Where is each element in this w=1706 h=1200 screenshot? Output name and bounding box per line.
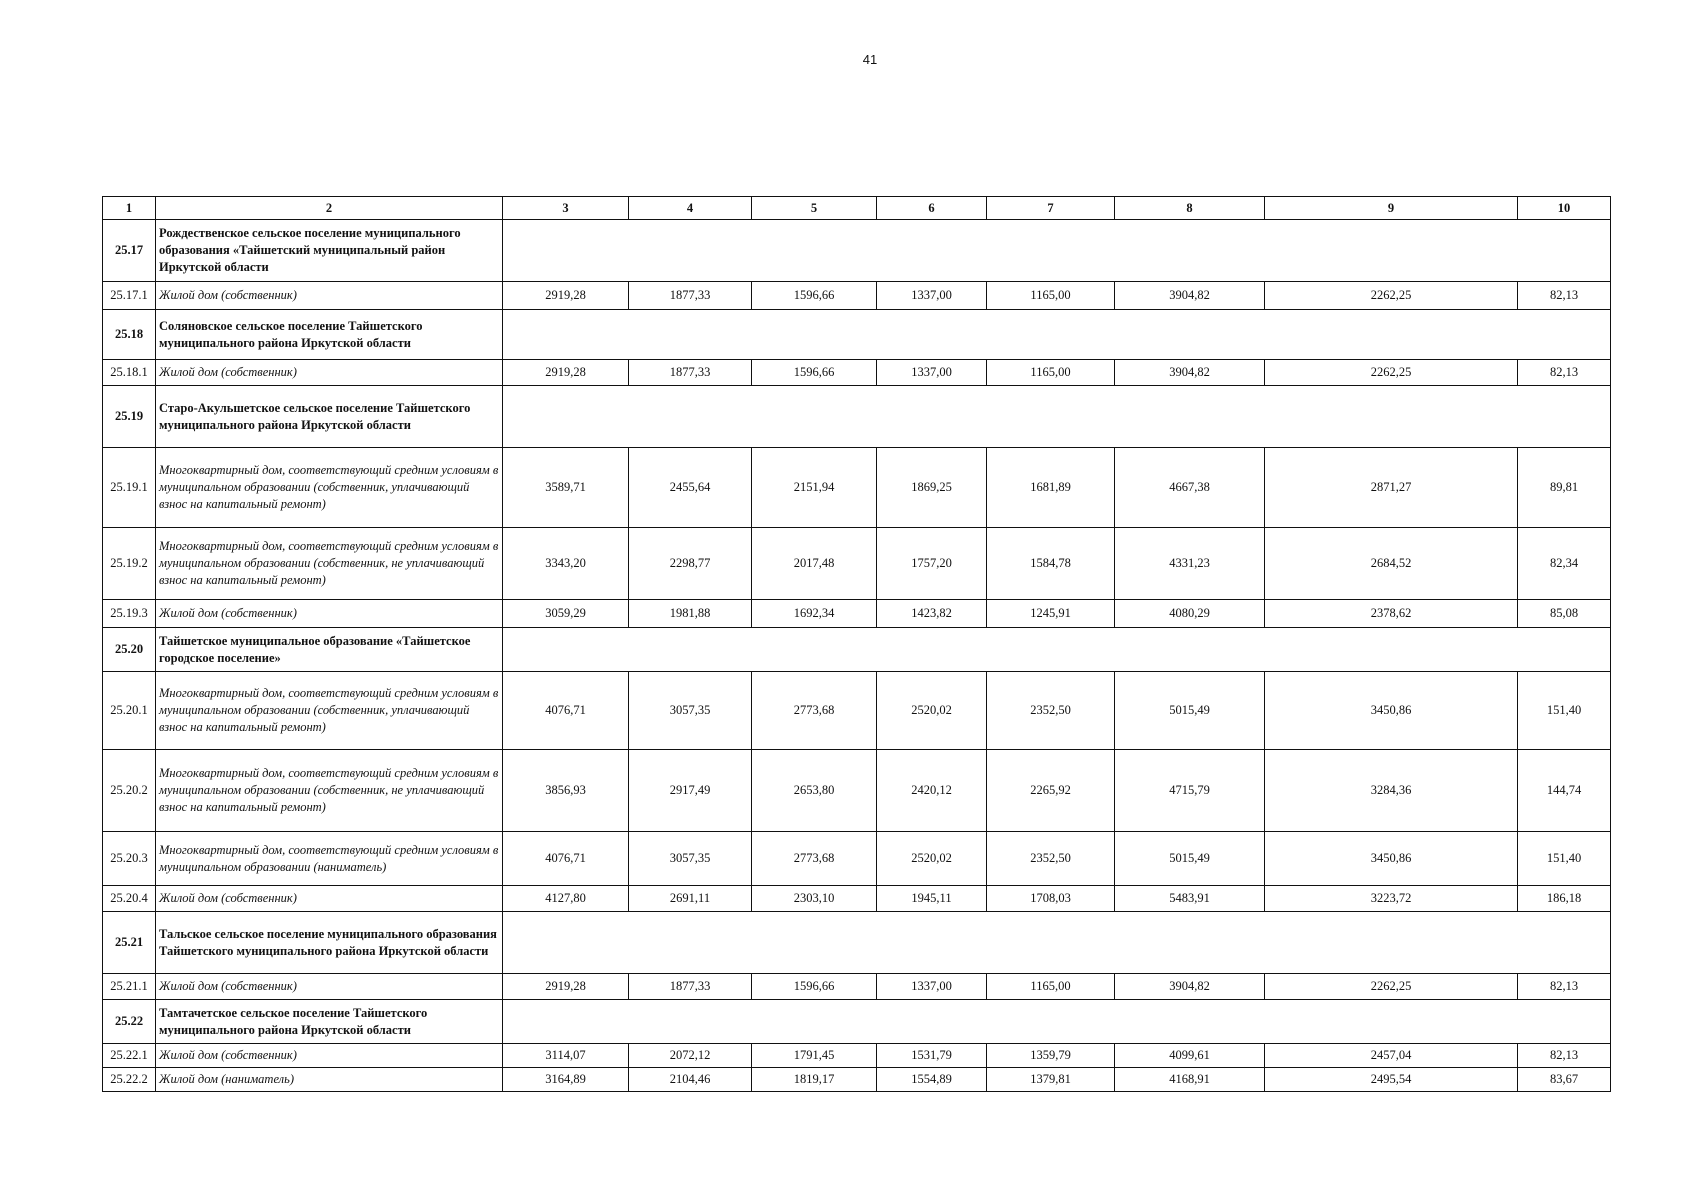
column-header: 1: [103, 197, 156, 220]
value-cell: 2773,68: [752, 832, 877, 886]
column-header: 3: [503, 197, 629, 220]
value-cell: 2303,10: [752, 886, 877, 912]
row-code: 25.22: [103, 1000, 156, 1044]
value-cell: 2262,25: [1265, 360, 1518, 386]
table-row: [103, 282, 1611, 310]
value-cell: 1981,88: [629, 600, 752, 628]
section-filler: [503, 628, 1611, 672]
value-cell: 1692,34: [752, 600, 877, 628]
column-header: 5: [752, 197, 877, 220]
value-cell: 1423,82: [877, 600, 987, 628]
row-code: 25.18.1: [103, 360, 156, 386]
row-code: 25.22.2: [103, 1068, 156, 1092]
table-row: [103, 672, 1611, 750]
value-cell: 186,18: [1518, 886, 1611, 912]
value-cell: 1245,91: [987, 600, 1115, 628]
value-cell: 82,13: [1518, 282, 1611, 310]
value-cell: 1596,66: [752, 282, 877, 310]
value-cell: 82,34: [1518, 528, 1611, 600]
value-cell: 4080,29: [1115, 600, 1265, 628]
value-cell: 2298,77: [629, 528, 752, 600]
value-cell: 3856,93: [503, 750, 629, 832]
value-cell: 3114,07: [503, 1044, 629, 1068]
value-cell: 2495,54: [1265, 1068, 1518, 1092]
value-cell: 82,13: [1518, 1044, 1611, 1068]
value-cell: 3450,86: [1265, 672, 1518, 750]
housing-type: Жилой дом (собственник): [156, 974, 503, 1000]
section-row: [103, 628, 1611, 672]
value-cell: 2919,28: [503, 360, 629, 386]
value-cell: 3589,71: [503, 448, 629, 528]
value-cell: 89,81: [1518, 448, 1611, 528]
value-cell: 2352,50: [987, 672, 1115, 750]
value-cell: 1359,79: [987, 1044, 1115, 1068]
value-cell: 1877,33: [629, 282, 752, 310]
column-header-row: [103, 197, 1611, 220]
table-row: [103, 1068, 1611, 1092]
value-cell: 151,40: [1518, 672, 1611, 750]
row-code: 25.21: [103, 912, 156, 974]
section-row: [103, 912, 1611, 974]
table-row: [103, 528, 1611, 600]
row-code: 25.17: [103, 220, 156, 282]
section-filler: [503, 386, 1611, 448]
housing-type: Жилой дом (собственник): [156, 360, 503, 386]
value-cell: 1379,81: [987, 1068, 1115, 1092]
value-cell: 3904,82: [1115, 974, 1265, 1000]
value-cell: 2919,28: [503, 282, 629, 310]
value-cell: 5015,49: [1115, 672, 1265, 750]
column-header: 6: [877, 197, 987, 220]
section-row: [103, 220, 1611, 282]
row-code: 25.19.3: [103, 600, 156, 628]
row-code: 25.21.1: [103, 974, 156, 1000]
section-name: Тальское сельское поселение муниципального образования Тайшетского муниципального района Иркутской области: [156, 912, 503, 974]
table-row: [103, 360, 1611, 386]
value-cell: 2919,28: [503, 974, 629, 1000]
section-name: Соляновское сельское поселение Тайшетского муниципального района Иркутской области: [156, 310, 503, 360]
column-header: 8: [1115, 197, 1265, 220]
value-cell: 3057,35: [629, 672, 752, 750]
value-cell: 2871,27: [1265, 448, 1518, 528]
value-cell: 1165,00: [987, 360, 1115, 386]
section-name: Старо-Акульшетское сельское поселение Тайшетского муниципального района Иркутской области: [156, 386, 503, 448]
housing-type: Многоквартирный дом, соответствующий средним условиям в муниципальном образовании (собственник, уплачивающий взнос на капитальный ремонт): [156, 672, 503, 750]
section-filler: [503, 220, 1611, 282]
value-cell: 2262,25: [1265, 282, 1518, 310]
table-row: [103, 1044, 1611, 1068]
row-code: 25.19.1: [103, 448, 156, 528]
value-cell: 2691,11: [629, 886, 752, 912]
section-filler: [503, 1000, 1611, 1044]
table-row: [103, 886, 1611, 912]
housing-type: Многоквартирный дом, соответствующий средним условиям в муниципальном образовании (собственник, не уплачивающий взнос на капитальный ремонт): [156, 528, 503, 600]
value-cell: 4715,79: [1115, 750, 1265, 832]
value-cell: 2104,46: [629, 1068, 752, 1092]
column-header: 9: [1265, 197, 1518, 220]
value-cell: 1531,79: [877, 1044, 987, 1068]
housing-type: Жилой дом (собственник): [156, 600, 503, 628]
value-cell: 1337,00: [877, 360, 987, 386]
value-cell: 5015,49: [1115, 832, 1265, 886]
value-cell: 3164,89: [503, 1068, 629, 1092]
row-code: 25.18: [103, 310, 156, 360]
value-cell: 4667,38: [1115, 448, 1265, 528]
value-cell: 2684,52: [1265, 528, 1518, 600]
value-cell: 3057,35: [629, 832, 752, 886]
value-cell: 1877,33: [629, 974, 752, 1000]
value-cell: 1708,03: [987, 886, 1115, 912]
column-header: 10: [1518, 197, 1611, 220]
value-cell: 151,40: [1518, 832, 1611, 886]
value-cell: 1945,11: [877, 886, 987, 912]
value-cell: 2455,64: [629, 448, 752, 528]
housing-type: Жилой дом (собственник): [156, 886, 503, 912]
column-header: 4: [629, 197, 752, 220]
value-cell: 2420,12: [877, 750, 987, 832]
table-row: [103, 750, 1611, 832]
value-cell: 4076,71: [503, 672, 629, 750]
value-cell: 2151,94: [752, 448, 877, 528]
value-cell: 1877,33: [629, 360, 752, 386]
value-cell: 1596,66: [752, 360, 877, 386]
row-code: 25.20: [103, 628, 156, 672]
value-cell: 5483,91: [1115, 886, 1265, 912]
column-header: 7: [987, 197, 1115, 220]
section-filler: [503, 912, 1611, 974]
value-cell: 2352,50: [987, 832, 1115, 886]
section-name: Тайшетское муниципальное образование «Тайшетское городское поселение»: [156, 628, 503, 672]
value-cell: 3059,29: [503, 600, 629, 628]
row-code: 25.20.1: [103, 672, 156, 750]
value-cell: 83,67: [1518, 1068, 1611, 1092]
value-cell: 2378,62: [1265, 600, 1518, 628]
section-row: [103, 1000, 1611, 1044]
row-code: 25.20.3: [103, 832, 156, 886]
row-code: 25.19.2: [103, 528, 156, 600]
value-cell: 4127,80: [503, 886, 629, 912]
value-cell: 2072,12: [629, 1044, 752, 1068]
value-cell: 4076,71: [503, 832, 629, 886]
value-cell: 1554,89: [877, 1068, 987, 1092]
value-cell: 2262,25: [1265, 974, 1518, 1000]
value-cell: 3450,86: [1265, 832, 1518, 886]
table-row: [103, 448, 1611, 528]
section-name: Рождественское сельское поселение муниципального образования «Тайшетский муниципальный район Иркутской области: [156, 220, 503, 282]
section-filler: [503, 310, 1611, 360]
value-cell: 82,13: [1518, 360, 1611, 386]
value-cell: 2773,68: [752, 672, 877, 750]
value-cell: 1596,66: [752, 974, 877, 1000]
housing-type: Жилой дом (наниматель): [156, 1068, 503, 1092]
page-number: 41: [862, 52, 878, 67]
row-code: 25.20.4: [103, 886, 156, 912]
value-cell: 1757,20: [877, 528, 987, 600]
value-cell: 2653,80: [752, 750, 877, 832]
value-cell: 4331,23: [1115, 528, 1265, 600]
row-code: 25.20.2: [103, 750, 156, 832]
value-cell: 4099,61: [1115, 1044, 1265, 1068]
tariff-table: [102, 196, 1611, 1092]
value-cell: 2520,02: [877, 672, 987, 750]
value-cell: 85,08: [1518, 600, 1611, 628]
value-cell: 2520,02: [877, 832, 987, 886]
value-cell: 1681,89: [987, 448, 1115, 528]
section-row: [103, 386, 1611, 448]
value-cell: 3343,20: [503, 528, 629, 600]
value-cell: 1869,25: [877, 448, 987, 528]
table-row: [103, 974, 1611, 1000]
value-cell: 1819,17: [752, 1068, 877, 1092]
value-cell: 82,13: [1518, 974, 1611, 1000]
value-cell: 3904,82: [1115, 360, 1265, 386]
row-code: 25.17.1: [103, 282, 156, 310]
value-cell: 3904,82: [1115, 282, 1265, 310]
row-code: 25.22.1: [103, 1044, 156, 1068]
value-cell: 2457,04: [1265, 1044, 1518, 1068]
housing-type: Многоквартирный дом, соответствующий средним условиям в муниципальном образовании (наниматель): [156, 832, 503, 886]
table-row: [103, 600, 1611, 628]
value-cell: 1165,00: [987, 282, 1115, 310]
section-name: Тамтачетское сельское поселение Тайшетского муниципального района Иркутской области: [156, 1000, 503, 1044]
value-cell: 2017,48: [752, 528, 877, 600]
value-cell: 3223,72: [1265, 886, 1518, 912]
value-cell: 144,74: [1518, 750, 1611, 832]
housing-type: Многоквартирный дом, соответствующий средним условиям в муниципальном образовании (собственник, не уплачивающий взнос на капитальный ремонт): [156, 750, 503, 832]
value-cell: 4168,91: [1115, 1068, 1265, 1092]
value-cell: 2265,92: [987, 750, 1115, 832]
value-cell: 1337,00: [877, 282, 987, 310]
section-row: [103, 310, 1611, 360]
value-cell: 1337,00: [877, 974, 987, 1000]
value-cell: 2917,49: [629, 750, 752, 832]
value-cell: 1165,00: [987, 974, 1115, 1000]
housing-type: Жилой дом (собственник): [156, 282, 503, 310]
table-row: [103, 832, 1611, 886]
value-cell: 1791,45: [752, 1044, 877, 1068]
housing-type: Многоквартирный дом, соответствующий средним условиям в муниципальном образовании (собственник, уплачивающий взнос на капитальный ремонт): [156, 448, 503, 528]
value-cell: 3284,36: [1265, 750, 1518, 832]
table-body: [103, 197, 1611, 1092]
row-code: 25.19: [103, 386, 156, 448]
housing-type: Жилой дом (собственник): [156, 1044, 503, 1068]
value-cell: 1584,78: [987, 528, 1115, 600]
column-header: 2: [156, 197, 503, 220]
